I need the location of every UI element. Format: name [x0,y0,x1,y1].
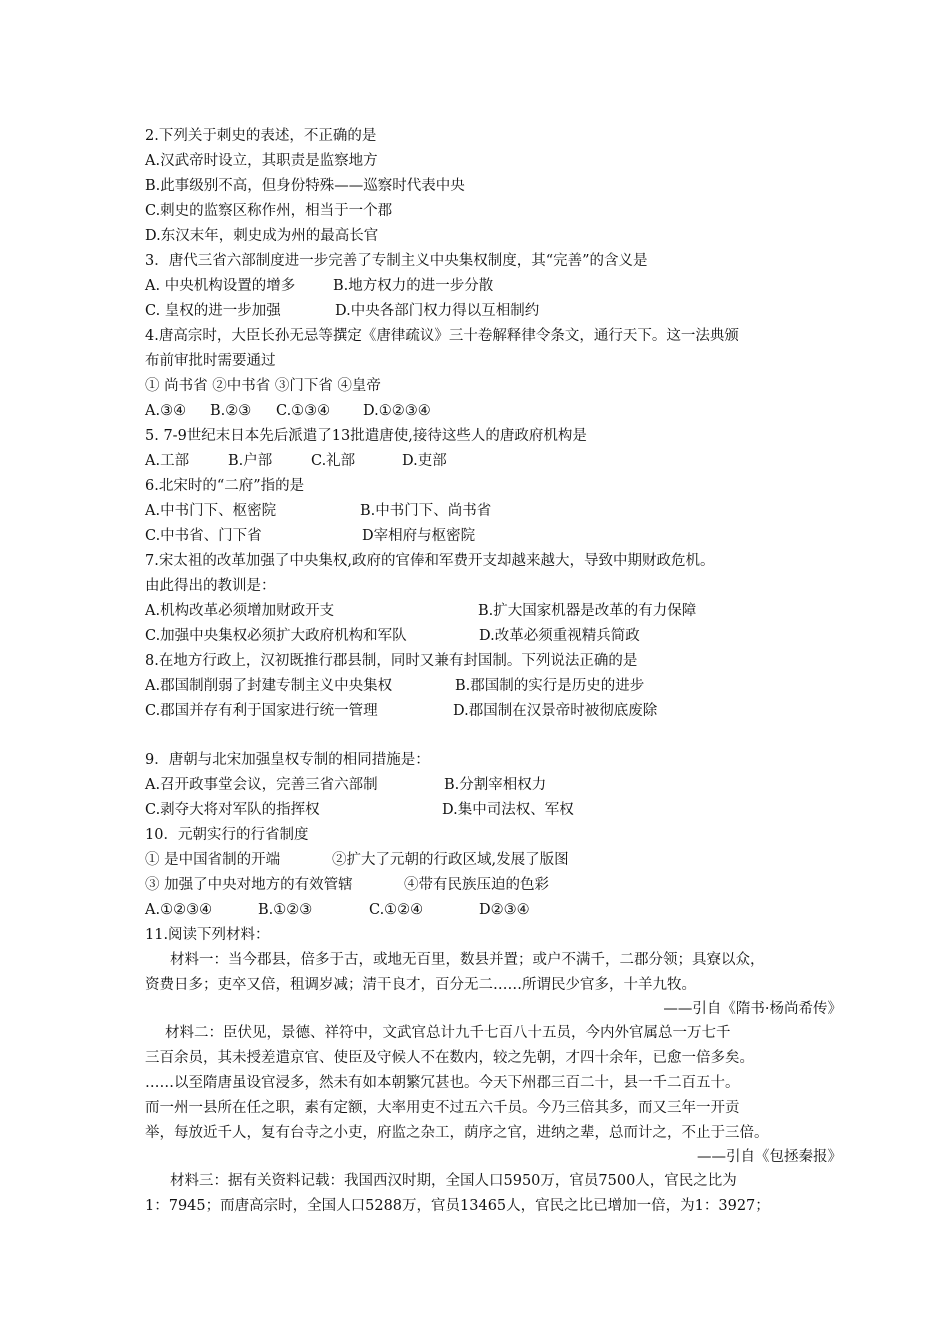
question-6-option-c: C.中书省、门下省 [145,528,262,544]
question-7-stem-line-1: 7.宋太祖的改革加强了中央集权,政府的官俸和军费开支却越来越大，导致中期财政危机。 [145,553,715,569]
question-4-option-d: D.①②③④ [363,403,431,419]
question-4-option-a: A.③④ [145,403,187,419]
question-2-option-a: A.汉武帝时设立，其职责是监察地方 [145,153,378,169]
question-2-stem: 2.下列关于刺史的表述，不正确的是 [145,128,377,144]
question-9-stem: 9．唐朝与北宋加强皇权专制的相同措施是： [145,752,430,768]
question-4-stem-line-2: 布前审批时需要通过 [145,353,276,369]
question-11-stem: 11.阅读下列材料： [145,927,270,943]
question-6-option-b: B.中书门下、尚书省 [360,503,492,519]
question-10-option-a: A.①②③④ [145,902,213,918]
material-3-line-2: 1：7945；而唐高宗时，全国人口5288万，官员13465人，官民之比已增加一倍，为1：3927； [145,1198,770,1214]
question-3-stem: 3．唐代三省六部制度进一步完善了专制主义中央集权制度，其“完善”的含义是 [145,253,648,269]
question-7-option-a: A.机构改革必须增加财政开支 [145,603,335,619]
question-5-stem: 5. 7-9世纪末日本先后派遣了13批遣唐使,接待这些人的唐政府机构是 [145,428,587,444]
question-4-stem-line-1: 4.唐高宗时，大臣长孙无忌等撰定《唐律疏议》三十卷解释律令条文，通行天下。这一法典颁 [145,328,739,344]
question-9-option-b: B.分割宰相权力 [444,777,547,793]
material-3-line-1: 材料三：据有关资料记载：我国西汉时期，全国人口5950万，官员7500人，官民之比为 [170,1173,737,1189]
question-3-option-d: D.中央各部门权力得以互相制约 [335,303,540,319]
question-8-option-c: C.郡国并存有利于国家进行统一管理 [145,703,378,719]
question-4-items: ① 尚书省 ②中书省 ③门下省 ④皇帝 [145,378,381,394]
question-5-option-b: B.户部 [228,453,273,469]
question-5-option-d: D.吏部 [402,453,447,469]
question-2-option-c: C.刺史的监察区称作州，相当于一个郡 [145,203,393,219]
question-8-stem: 8.在地方行政上，汉初既推行郡县制，同时又兼有封国制。下列说法正确的是 [145,653,638,669]
question-4-option-b: B.②③ [210,403,252,419]
material-1-line-1: 材料一：当今郡县，倍多于古，或地无百里，数县并置；或户不满千，二郡分领；具寮以众， [170,952,765,968]
question-2-option-d: D.东汉末年，刺史成为州的最高长官 [145,228,379,244]
question-10-item-3: ③ 加强了中央对地方的有效管辖 [145,877,353,893]
question-10-option-c: C.①②④ [369,902,424,918]
question-9-option-a: A.召开政事堂会议，完善三省六部制 [145,777,378,793]
question-7-option-c: C.加强中央集权必须扩大政府机构和军队 [145,628,407,644]
question-7-option-d: D.改革必须重视精兵简政 [479,628,640,644]
question-9-option-d: D.集中司法权、军权 [442,802,574,818]
question-5-option-c: C.礼部 [311,453,356,469]
question-9-option-c: C.剥夺大将对军队的指挥权 [145,802,320,818]
question-3-option-a: A. 中央机构设置的增多 [145,278,296,294]
question-6-stem: 6.北宋时的“二府”指的是 [145,478,305,494]
question-8-option-a: A.郡国制削弱了封建专制主义中央集权 [145,678,393,694]
material-1-line-2: 资费日多；吏卒又倍，租调岁减；清干良才，百分无二……所谓民少官多，十羊九牧。 [145,977,696,993]
material-1-source: ——引自《隋书·杨尚希传》 [663,1001,842,1017]
material-2-source: ——引自《包拯秦报》 [697,1149,842,1165]
question-10-option-d: D②③④ [479,902,530,918]
material-2-line-2: 三百余员，其未授差遣京官、使臣及守候人不在数内，较之先朝，才四十余年，已愈一倍多矣。 [145,1050,754,1066]
material-2-line-5: 举，每放近千人，复有台寺之小吏，府监之杂工，荫序之官，进纳之辈，总而计之，不止于三倍。 [145,1125,769,1141]
question-2-option-b: B.此事级别不高，但身份特殊——巡察时代表中央 [145,178,465,194]
material-2-line-1: 材料二：臣伏见，景德、祥符中，文武官总计九千七百八十五员，今内外官属总一万七千 [165,1025,731,1041]
material-2-line-4: 而一州一县所在任之职，素有定额，大率用吏不过五六千员。今乃三倍其多，而又三年一开贡 [145,1100,740,1116]
question-5-option-a: A.工部 [145,453,190,469]
question-7-option-b: B.扩大国家机器是改革的有力保障 [478,603,697,619]
question-8-option-d: D.郡国制在汉景帝时被彻底废除 [453,703,658,719]
question-10-stem: 10．元朝实行的行省制度 [145,827,309,843]
question-10-item-4: ④带有民族压迫的色彩 [404,877,549,893]
question-6-option-a: A.中书门下、枢密院 [145,503,277,519]
question-3-option-c: C. 皇权的进一步加强 [145,303,281,319]
question-8-option-b: B.郡国制的实行是历史的进步 [455,678,645,694]
question-10-option-b: B.①②③ [258,902,313,918]
question-4-option-c: C.①③④ [276,403,331,419]
material-2-line-3: ……以至隋唐虽设官浸多，然未有如本朝繁冗甚也。今天下州郡三百二十，县一千二百五十。 [145,1075,740,1091]
question-3-option-b: B.地方权力的进一步分散 [333,278,494,294]
question-7-stem-line-2: 由此得出的教训是： [145,578,276,594]
question-6-option-d: D宰相府与枢密院 [362,528,476,544]
question-10-item-1: ① 是中国省制的开端 [145,852,281,868]
question-10-item-2: ②扩大了元朝的行政区域,发展了版图 [332,852,569,868]
